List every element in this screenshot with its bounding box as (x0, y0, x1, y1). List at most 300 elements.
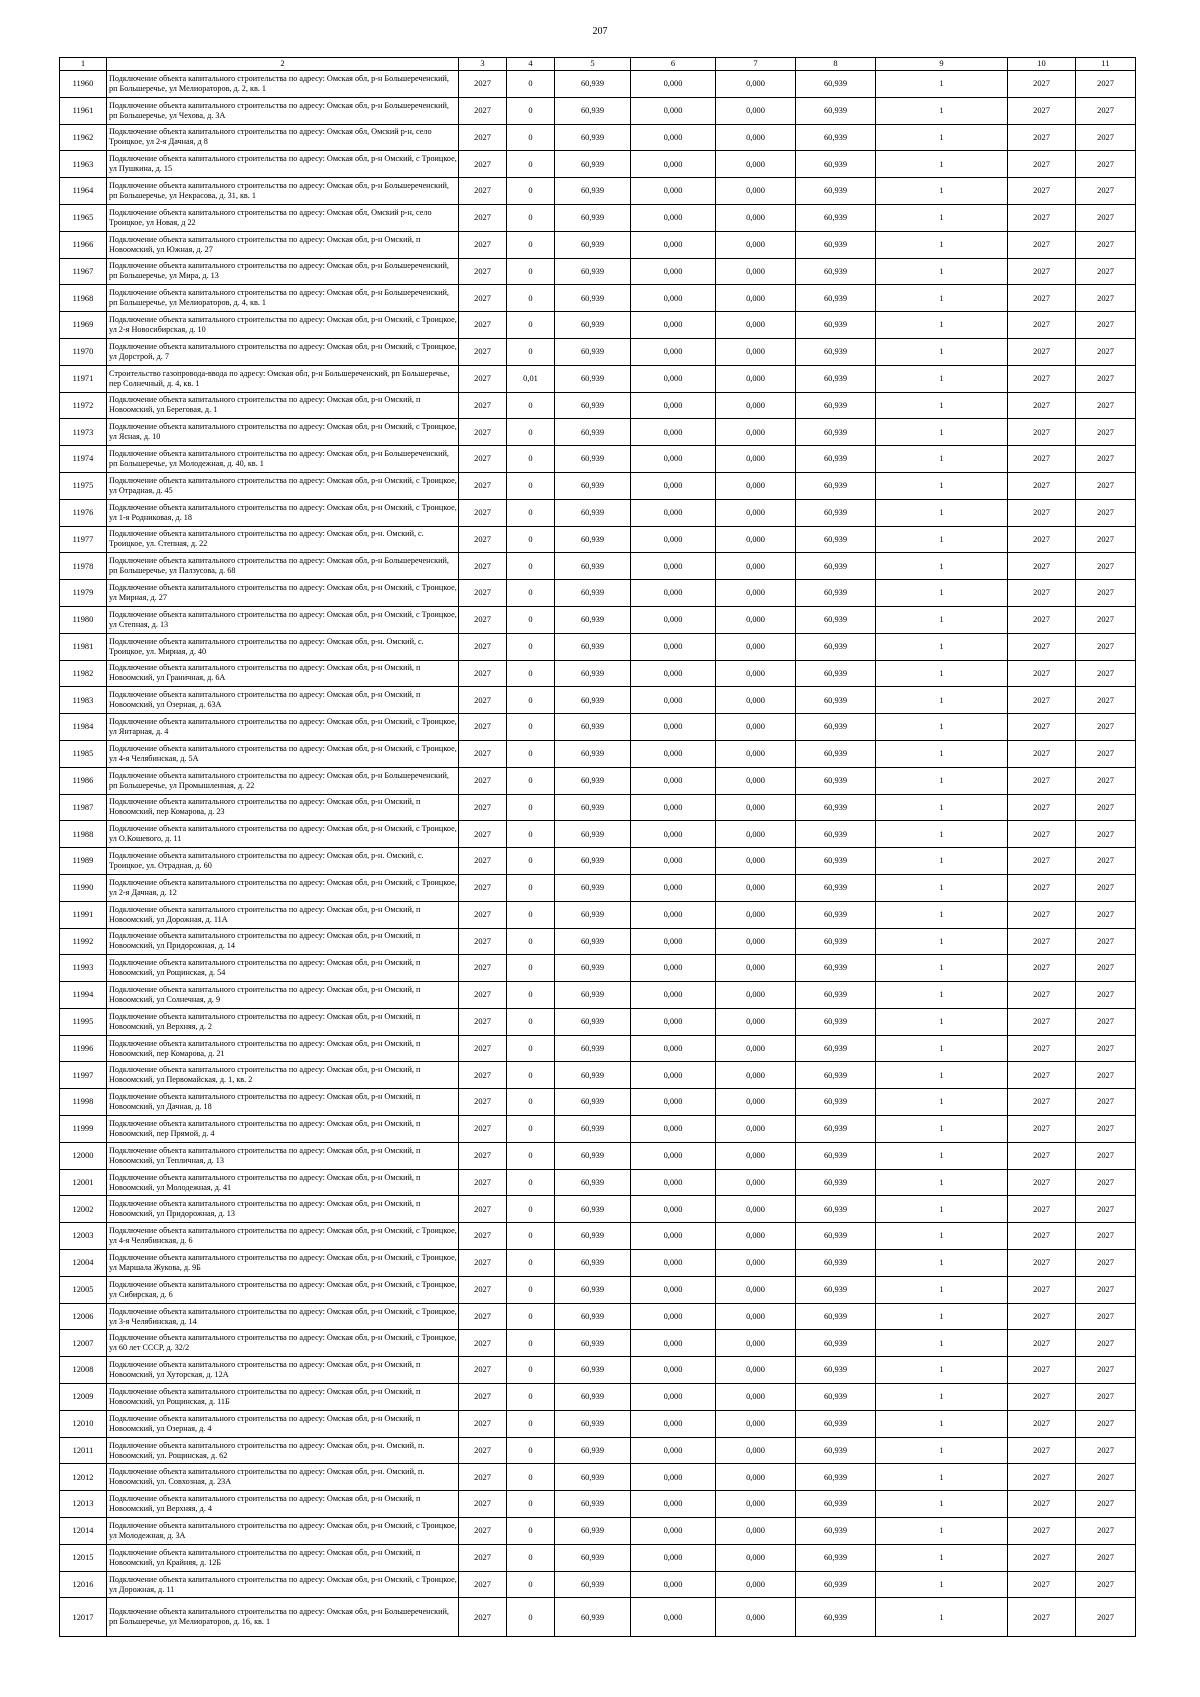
table-row (60, 1116, 1136, 1143)
cell-c7: 0,000 (716, 928, 796, 955)
cell-c5: 60,939 (555, 178, 631, 205)
column-number-row (60, 58, 1136, 71)
cell-c6: 0,000 (631, 740, 716, 767)
row-number: 11975 (60, 472, 107, 499)
cell-c7: 0,000 (716, 874, 796, 901)
cell-c10: 2027 (1008, 1062, 1076, 1089)
cell-c4: 0 (507, 580, 555, 607)
table-row (60, 258, 1136, 285)
cell-c8: 60,939 (796, 740, 876, 767)
cell-c6: 0,000 (631, 419, 716, 446)
cell-c5: 60,939 (555, 472, 631, 499)
cell-c10: 2027 (1008, 714, 1076, 741)
cell-c5: 60,939 (555, 928, 631, 955)
object-description: Подключение объекта капитального строительства по адресу: Омская обл, р-н Омский, п Новоомский, ул Верхняя, д. 2 (107, 1008, 459, 1035)
cell-c6: 0,000 (631, 97, 716, 124)
table-row (60, 1089, 1136, 1116)
cell-c11: 2027 (1076, 258, 1136, 285)
row-number: 11995 (60, 1008, 107, 1035)
cell-c4: 0 (507, 151, 555, 178)
object-description: Подключение объекта капитального строительства по адресу: Омская обл, р-н. Омский, п. Новоомский, ул. Рощинская, д. 62 (107, 1437, 459, 1464)
cell-c10: 2027 (1008, 1116, 1076, 1143)
cell-c4: 0 (507, 1330, 555, 1357)
cell-c3: 2027 (459, 526, 507, 553)
cell-c7: 0,000 (716, 633, 796, 660)
cell-c5: 60,939 (555, 1330, 631, 1357)
cell-c3: 2027 (459, 1169, 507, 1196)
cell-c3: 2027 (459, 1116, 507, 1143)
cell-c10: 2027 (1008, 1384, 1076, 1411)
cell-c5: 60,939 (555, 955, 631, 982)
cell-c3: 2027 (459, 472, 507, 499)
cell-c8: 60,939 (796, 312, 876, 339)
cell-c10: 2027 (1008, 365, 1076, 392)
cell-c4: 0 (507, 1062, 555, 1089)
cell-c7: 0,000 (716, 1008, 796, 1035)
cell-c8: 60,939 (796, 1518, 876, 1545)
cell-c8: 60,939 (796, 1008, 876, 1035)
cell-c3: 2027 (459, 740, 507, 767)
cell-c9: 1 (876, 419, 1008, 446)
object-description: Подключение объекта капитального строительства по адресу: Омская обл, р-н Омский, с Троицкое, ул Ясная, д. 10 (107, 419, 459, 446)
cell-c4: 0 (507, 1276, 555, 1303)
cell-c9: 1 (876, 794, 1008, 821)
cell-c10: 2027 (1008, 1276, 1076, 1303)
cell-c5: 60,939 (555, 580, 631, 607)
row-number: 11974 (60, 446, 107, 473)
cell-c4: 0 (507, 1437, 555, 1464)
cell-c3: 2027 (459, 365, 507, 392)
cell-c10: 2027 (1008, 1571, 1076, 1598)
cell-c6: 0,000 (631, 848, 716, 875)
cell-c3: 2027 (459, 1142, 507, 1169)
row-number: 11977 (60, 526, 107, 553)
object-description: Подключение объекта капитального строительства по адресу: Омская обл, р-н Омский, с Троицкое, ул О.Кошевого, д. 11 (107, 821, 459, 848)
cell-c9: 1 (876, 365, 1008, 392)
cell-c7: 0,000 (716, 660, 796, 687)
column-header: 5 (555, 58, 631, 71)
cell-c6: 0,000 (631, 982, 716, 1009)
cell-c6: 0,000 (631, 1330, 716, 1357)
table-row (60, 955, 1136, 982)
table-row (60, 821, 1136, 848)
cell-c6: 0,000 (631, 1598, 716, 1637)
cell-c9: 1 (876, 660, 1008, 687)
cell-c6: 0,000 (631, 928, 716, 955)
object-description: Подключение объекта капитального строительства по адресу: Омская обл, р-н Омский, п Новоомский, ул Дачная, д. 18 (107, 1089, 459, 1116)
table-row (60, 1518, 1136, 1545)
cell-c8: 60,939 (796, 1142, 876, 1169)
cell-c7: 0,000 (716, 1276, 796, 1303)
object-description: Подключение объекта капитального строительства по адресу: Омская обл, Омский р-н, село Троицкое, ул Новая, д 22 (107, 204, 459, 231)
cell-c9: 1 (876, 1250, 1008, 1277)
cell-c7: 0,000 (716, 71, 796, 98)
cell-c3: 2027 (459, 97, 507, 124)
cell-c5: 60,939 (555, 1410, 631, 1437)
cell-c10: 2027 (1008, 660, 1076, 687)
cell-c9: 1 (876, 1303, 1008, 1330)
cell-c5: 60,939 (555, 1571, 631, 1598)
cell-c8: 60,939 (796, 1116, 876, 1143)
cell-c7: 0,000 (716, 1116, 796, 1143)
cell-c8: 60,939 (796, 1223, 876, 1250)
cell-c9: 1 (876, 71, 1008, 98)
cell-c10: 2027 (1008, 231, 1076, 258)
table-row (60, 1008, 1136, 1035)
cell-c6: 0,000 (631, 955, 716, 982)
cell-c10: 2027 (1008, 553, 1076, 580)
cell-c8: 60,939 (796, 1598, 876, 1637)
cell-c11: 2027 (1076, 687, 1136, 714)
cell-c5: 60,939 (555, 714, 631, 741)
cell-c10: 2027 (1008, 204, 1076, 231)
cell-c7: 0,000 (716, 553, 796, 580)
row-number: 12011 (60, 1437, 107, 1464)
cell-c11: 2027 (1076, 446, 1136, 473)
cell-c11: 2027 (1076, 365, 1136, 392)
cell-c9: 1 (876, 1142, 1008, 1169)
cell-c10: 2027 (1008, 740, 1076, 767)
cell-c3: 2027 (459, 1250, 507, 1277)
cell-c3: 2027 (459, 1544, 507, 1571)
cell-c8: 60,939 (796, 553, 876, 580)
cell-c4: 0 (507, 901, 555, 928)
object-description: Подключение объекта капитального строительства по адресу: Омская обл, р-н Большереченский, рп Большеречье, ул Мелиораторов, д. 16, кв. 1 (107, 1598, 459, 1637)
cell-c9: 1 (876, 982, 1008, 1009)
cell-c9: 1 (876, 633, 1008, 660)
cell-c5: 60,939 (555, 124, 631, 151)
cell-c11: 2027 (1076, 1437, 1136, 1464)
row-number: 11967 (60, 258, 107, 285)
cell-c10: 2027 (1008, 1357, 1076, 1384)
cell-c6: 0,000 (631, 1223, 716, 1250)
object-description: Подключение объекта капитального строительства по адресу: Омская обл, р-н Омский, п Новоомский, ул Молодежная, д. 41 (107, 1169, 459, 1196)
cell-c11: 2027 (1076, 1142, 1136, 1169)
cell-c9: 1 (876, 1062, 1008, 1089)
table-row (60, 526, 1136, 553)
cell-c8: 60,939 (796, 714, 876, 741)
cell-c10: 2027 (1008, 1598, 1076, 1637)
cell-c11: 2027 (1076, 97, 1136, 124)
object-description: Подключение объекта капитального строительства по адресу: Омская обл, р-н Большереченский, рп Большеречье, ул Мира, д. 13 (107, 258, 459, 285)
cell-c3: 2027 (459, 1223, 507, 1250)
cell-c6: 0,000 (631, 446, 716, 473)
cell-c11: 2027 (1076, 71, 1136, 98)
cell-c11: 2027 (1076, 580, 1136, 607)
cell-c3: 2027 (459, 258, 507, 285)
table-row (60, 714, 1136, 741)
cell-c4: 0 (507, 1008, 555, 1035)
cell-c5: 60,939 (555, 660, 631, 687)
table-row (60, 1357, 1136, 1384)
cell-c7: 0,000 (716, 1169, 796, 1196)
cell-c11: 2027 (1076, 178, 1136, 205)
cell-c3: 2027 (459, 285, 507, 312)
cell-c4: 0,01 (507, 365, 555, 392)
cell-c6: 0,000 (631, 553, 716, 580)
table-row (60, 928, 1136, 955)
cell-c3: 2027 (459, 553, 507, 580)
table-row (60, 124, 1136, 151)
object-description: Подключение объекта капитального строительства по адресу: Омская обл, р-н Омский, с Троицкое, ул Отрадная, д. 45 (107, 472, 459, 499)
cell-c8: 60,939 (796, 794, 876, 821)
cell-c10: 2027 (1008, 848, 1076, 875)
cell-c5: 60,939 (555, 1598, 631, 1637)
row-number: 11988 (60, 821, 107, 848)
cell-c3: 2027 (459, 606, 507, 633)
table-row (60, 1384, 1136, 1411)
cell-c7: 0,000 (716, 338, 796, 365)
cell-c11: 2027 (1076, 1035, 1136, 1062)
table-row (60, 1169, 1136, 1196)
cell-c7: 0,000 (716, 151, 796, 178)
cell-c5: 60,939 (555, 553, 631, 580)
cell-c10: 2027 (1008, 1196, 1076, 1223)
cell-c6: 0,000 (631, 687, 716, 714)
cell-c9: 1 (876, 499, 1008, 526)
cell-c4: 0 (507, 848, 555, 875)
cell-c11: 2027 (1076, 1223, 1136, 1250)
cell-c11: 2027 (1076, 1491, 1136, 1518)
cell-c8: 60,939 (796, 660, 876, 687)
cell-c11: 2027 (1076, 1276, 1136, 1303)
cell-c9: 1 (876, 1544, 1008, 1571)
row-number: 12004 (60, 1250, 107, 1277)
cell-c8: 60,939 (796, 1089, 876, 1116)
cell-c10: 2027 (1008, 633, 1076, 660)
cell-c3: 2027 (459, 982, 507, 1009)
cell-c10: 2027 (1008, 392, 1076, 419)
cell-c6: 0,000 (631, 767, 716, 794)
cell-c8: 60,939 (796, 446, 876, 473)
cell-c3: 2027 (459, 874, 507, 901)
cell-c8: 60,939 (796, 178, 876, 205)
cell-c5: 60,939 (555, 1437, 631, 1464)
cell-c6: 0,000 (631, 901, 716, 928)
row-number: 12009 (60, 1384, 107, 1411)
column-header: 11 (1076, 58, 1136, 71)
object-description: Подключение объекта капитального строительства по адресу: Омская обл, р-н Омский, с Троицкое, ул 4-я Челябинская, д. 5А (107, 740, 459, 767)
cell-c5: 60,939 (555, 687, 631, 714)
cell-c6: 0,000 (631, 714, 716, 741)
table-row (60, 312, 1136, 339)
cell-c10: 2027 (1008, 1223, 1076, 1250)
cell-c4: 0 (507, 606, 555, 633)
cell-c5: 60,939 (555, 392, 631, 419)
row-number: 12016 (60, 1571, 107, 1598)
cell-c4: 0 (507, 982, 555, 1009)
table-row (60, 740, 1136, 767)
cell-c10: 2027 (1008, 1491, 1076, 1518)
cell-c4: 0 (507, 1250, 555, 1277)
cell-c10: 2027 (1008, 928, 1076, 955)
object-description: Подключение объекта капитального строительства по адресу: Омская обл, р-н Омский, с Троицкое, ул Дорожная, д. 11 (107, 1571, 459, 1598)
cell-c7: 0,000 (716, 97, 796, 124)
cell-c11: 2027 (1076, 1330, 1136, 1357)
cell-c3: 2027 (459, 767, 507, 794)
cell-c4: 0 (507, 553, 555, 580)
cell-c5: 60,939 (555, 419, 631, 446)
cell-c9: 1 (876, 285, 1008, 312)
cell-c8: 60,939 (796, 365, 876, 392)
row-number: 11965 (60, 204, 107, 231)
cell-c5: 60,939 (555, 1062, 631, 1089)
cell-c3: 2027 (459, 714, 507, 741)
cell-c11: 2027 (1076, 821, 1136, 848)
cell-c6: 0,000 (631, 1250, 716, 1277)
row-number: 11979 (60, 580, 107, 607)
cell-c6: 0,000 (631, 660, 716, 687)
cell-c4: 0 (507, 472, 555, 499)
row-number: 11989 (60, 848, 107, 875)
cell-c8: 60,939 (796, 1491, 876, 1518)
cell-c5: 60,939 (555, 1303, 631, 1330)
cell-c4: 0 (507, 740, 555, 767)
row-number: 11973 (60, 419, 107, 446)
cell-c6: 0,000 (631, 1089, 716, 1116)
cell-c7: 0,000 (716, 687, 796, 714)
cell-c6: 0,000 (631, 151, 716, 178)
cell-c6: 0,000 (631, 338, 716, 365)
table-row (60, 580, 1136, 607)
cell-c10: 2027 (1008, 1410, 1076, 1437)
cell-c3: 2027 (459, 1330, 507, 1357)
cell-c8: 60,939 (796, 285, 876, 312)
object-description: Подключение объекта капитального строительства по адресу: Омская обл, р-н Омский, п Новоомский, пер Комарова, д. 21 (107, 1035, 459, 1062)
cell-c5: 60,939 (555, 1518, 631, 1545)
cell-c7: 0,000 (716, 472, 796, 499)
cell-c9: 1 (876, 1196, 1008, 1223)
object-description: Подключение объекта капитального строительства по адресу: Омская обл, р-н Большереченский, рп Большеречье, ул Промышленная, д. 22 (107, 767, 459, 794)
row-number: 12012 (60, 1464, 107, 1491)
object-description: Подключение объекта капитального строительства по адресу: Омская обл, р-н Омский, п Новоомский, ул Крайняя, д. 12Б (107, 1544, 459, 1571)
object-description: Строительство газопровода-ввода по адресу: Омская обл, р-н Большереченский, рп Большеречье, пер Солнечный, д. 4, кв. 1 (107, 365, 459, 392)
cell-c10: 2027 (1008, 982, 1076, 1009)
row-number: 12002 (60, 1196, 107, 1223)
cell-c10: 2027 (1008, 1464, 1076, 1491)
cell-c5: 60,939 (555, 606, 631, 633)
object-description: Подключение объекта капитального строительства по адресу: Омская обл, р-н Большереченский, рп Большеречье, ул Чехова, д. 3А (107, 97, 459, 124)
cell-c7: 0,000 (716, 1544, 796, 1571)
row-number: 12010 (60, 1410, 107, 1437)
cell-c11: 2027 (1076, 874, 1136, 901)
cell-c11: 2027 (1076, 660, 1136, 687)
row-number: 11994 (60, 982, 107, 1009)
cell-c5: 60,939 (555, 1169, 631, 1196)
cell-c7: 0,000 (716, 392, 796, 419)
cell-c9: 1 (876, 258, 1008, 285)
row-number: 11986 (60, 767, 107, 794)
cell-c7: 0,000 (716, 901, 796, 928)
column-header: 6 (631, 58, 716, 71)
table-row (60, 633, 1136, 660)
cell-c8: 60,939 (796, 1544, 876, 1571)
cell-c10: 2027 (1008, 499, 1076, 526)
cell-c6: 0,000 (631, 1410, 716, 1437)
object-description: Подключение объекта капитального строительства по адресу: Омская обл, р-н Омский, п Новоомский, ул Рощинская, д. 11Б (107, 1384, 459, 1411)
cell-c4: 0 (507, 526, 555, 553)
cell-c7: 0,000 (716, 1571, 796, 1598)
cell-c11: 2027 (1076, 901, 1136, 928)
cell-c10: 2027 (1008, 955, 1076, 982)
object-description: Подключение объекта капитального строительства по адресу: Омская обл, р-н Омский, п Новоомский, ул Озерная, д. 63А (107, 687, 459, 714)
cell-c3: 2027 (459, 1598, 507, 1637)
cell-c3: 2027 (459, 848, 507, 875)
cell-c11: 2027 (1076, 1544, 1136, 1571)
cell-c8: 60,939 (796, 1276, 876, 1303)
cell-c10: 2027 (1008, 1250, 1076, 1277)
cell-c10: 2027 (1008, 1437, 1076, 1464)
cell-c11: 2027 (1076, 231, 1136, 258)
cell-c10: 2027 (1008, 178, 1076, 205)
cell-c8: 60,939 (796, 499, 876, 526)
table-row (60, 553, 1136, 580)
cell-c9: 1 (876, 821, 1008, 848)
table-row (60, 472, 1136, 499)
page-number: 207 (592, 26, 608, 37)
cell-c6: 0,000 (631, 365, 716, 392)
table-row (60, 901, 1136, 928)
cell-c3: 2027 (459, 794, 507, 821)
cell-c11: 2027 (1076, 955, 1136, 982)
object-description: Подключение объекта капитального строительства по адресу: Омская обл, р-н Омский, с Троицкое, ул Молодежная, д. 3А (107, 1518, 459, 1545)
cell-c6: 0,000 (631, 258, 716, 285)
cell-c7: 0,000 (716, 1089, 796, 1116)
object-description: Подключение объекта капитального строительства по адресу: Омская обл, р-н Омский, п Новоомский, ул Хуторская, д. 12А (107, 1357, 459, 1384)
cell-c10: 2027 (1008, 1330, 1076, 1357)
cell-c6: 0,000 (631, 1544, 716, 1571)
cell-c3: 2027 (459, 1518, 507, 1545)
cell-c11: 2027 (1076, 285, 1136, 312)
row-number: 12006 (60, 1303, 107, 1330)
column-header: 9 (876, 58, 1008, 71)
cell-c7: 0,000 (716, 285, 796, 312)
cell-c4: 0 (507, 1571, 555, 1598)
cell-c5: 60,939 (555, 821, 631, 848)
cell-c8: 60,939 (796, 97, 876, 124)
cell-c6: 0,000 (631, 392, 716, 419)
object-description: Подключение объекта капитального строительства по адресу: Омская обл, р-н Омский, п Новоомский, ул Придорожная, д. 14 (107, 928, 459, 955)
cell-c9: 1 (876, 1223, 1008, 1250)
cell-c11: 2027 (1076, 606, 1136, 633)
cell-c4: 0 (507, 1518, 555, 1545)
table-row (60, 767, 1136, 794)
cell-c10: 2027 (1008, 97, 1076, 124)
cell-c6: 0,000 (631, 794, 716, 821)
cell-c5: 60,939 (555, 1357, 631, 1384)
cell-c9: 1 (876, 178, 1008, 205)
cell-c6: 0,000 (631, 1062, 716, 1089)
cell-c4: 0 (507, 874, 555, 901)
row-number: 12007 (60, 1330, 107, 1357)
cell-c4: 0 (507, 928, 555, 955)
cell-c7: 0,000 (716, 419, 796, 446)
cell-c8: 60,939 (796, 338, 876, 365)
object-description: Подключение объекта капитального строительства по адресу: Омская обл, р-н Большереченский, рп Большеречье, ул Молодежная, д. 40, кв. 1 (107, 446, 459, 473)
cell-c10: 2027 (1008, 580, 1076, 607)
cell-c9: 1 (876, 687, 1008, 714)
row-number: 12013 (60, 1491, 107, 1518)
table-row (60, 1437, 1136, 1464)
cell-c8: 60,939 (796, 955, 876, 982)
cell-c3: 2027 (459, 1008, 507, 1035)
row-number: 11963 (60, 151, 107, 178)
cell-c10: 2027 (1008, 1518, 1076, 1545)
cell-c11: 2027 (1076, 204, 1136, 231)
cell-c11: 2027 (1076, 794, 1136, 821)
cell-c7: 0,000 (716, 124, 796, 151)
cell-c4: 0 (507, 71, 555, 98)
